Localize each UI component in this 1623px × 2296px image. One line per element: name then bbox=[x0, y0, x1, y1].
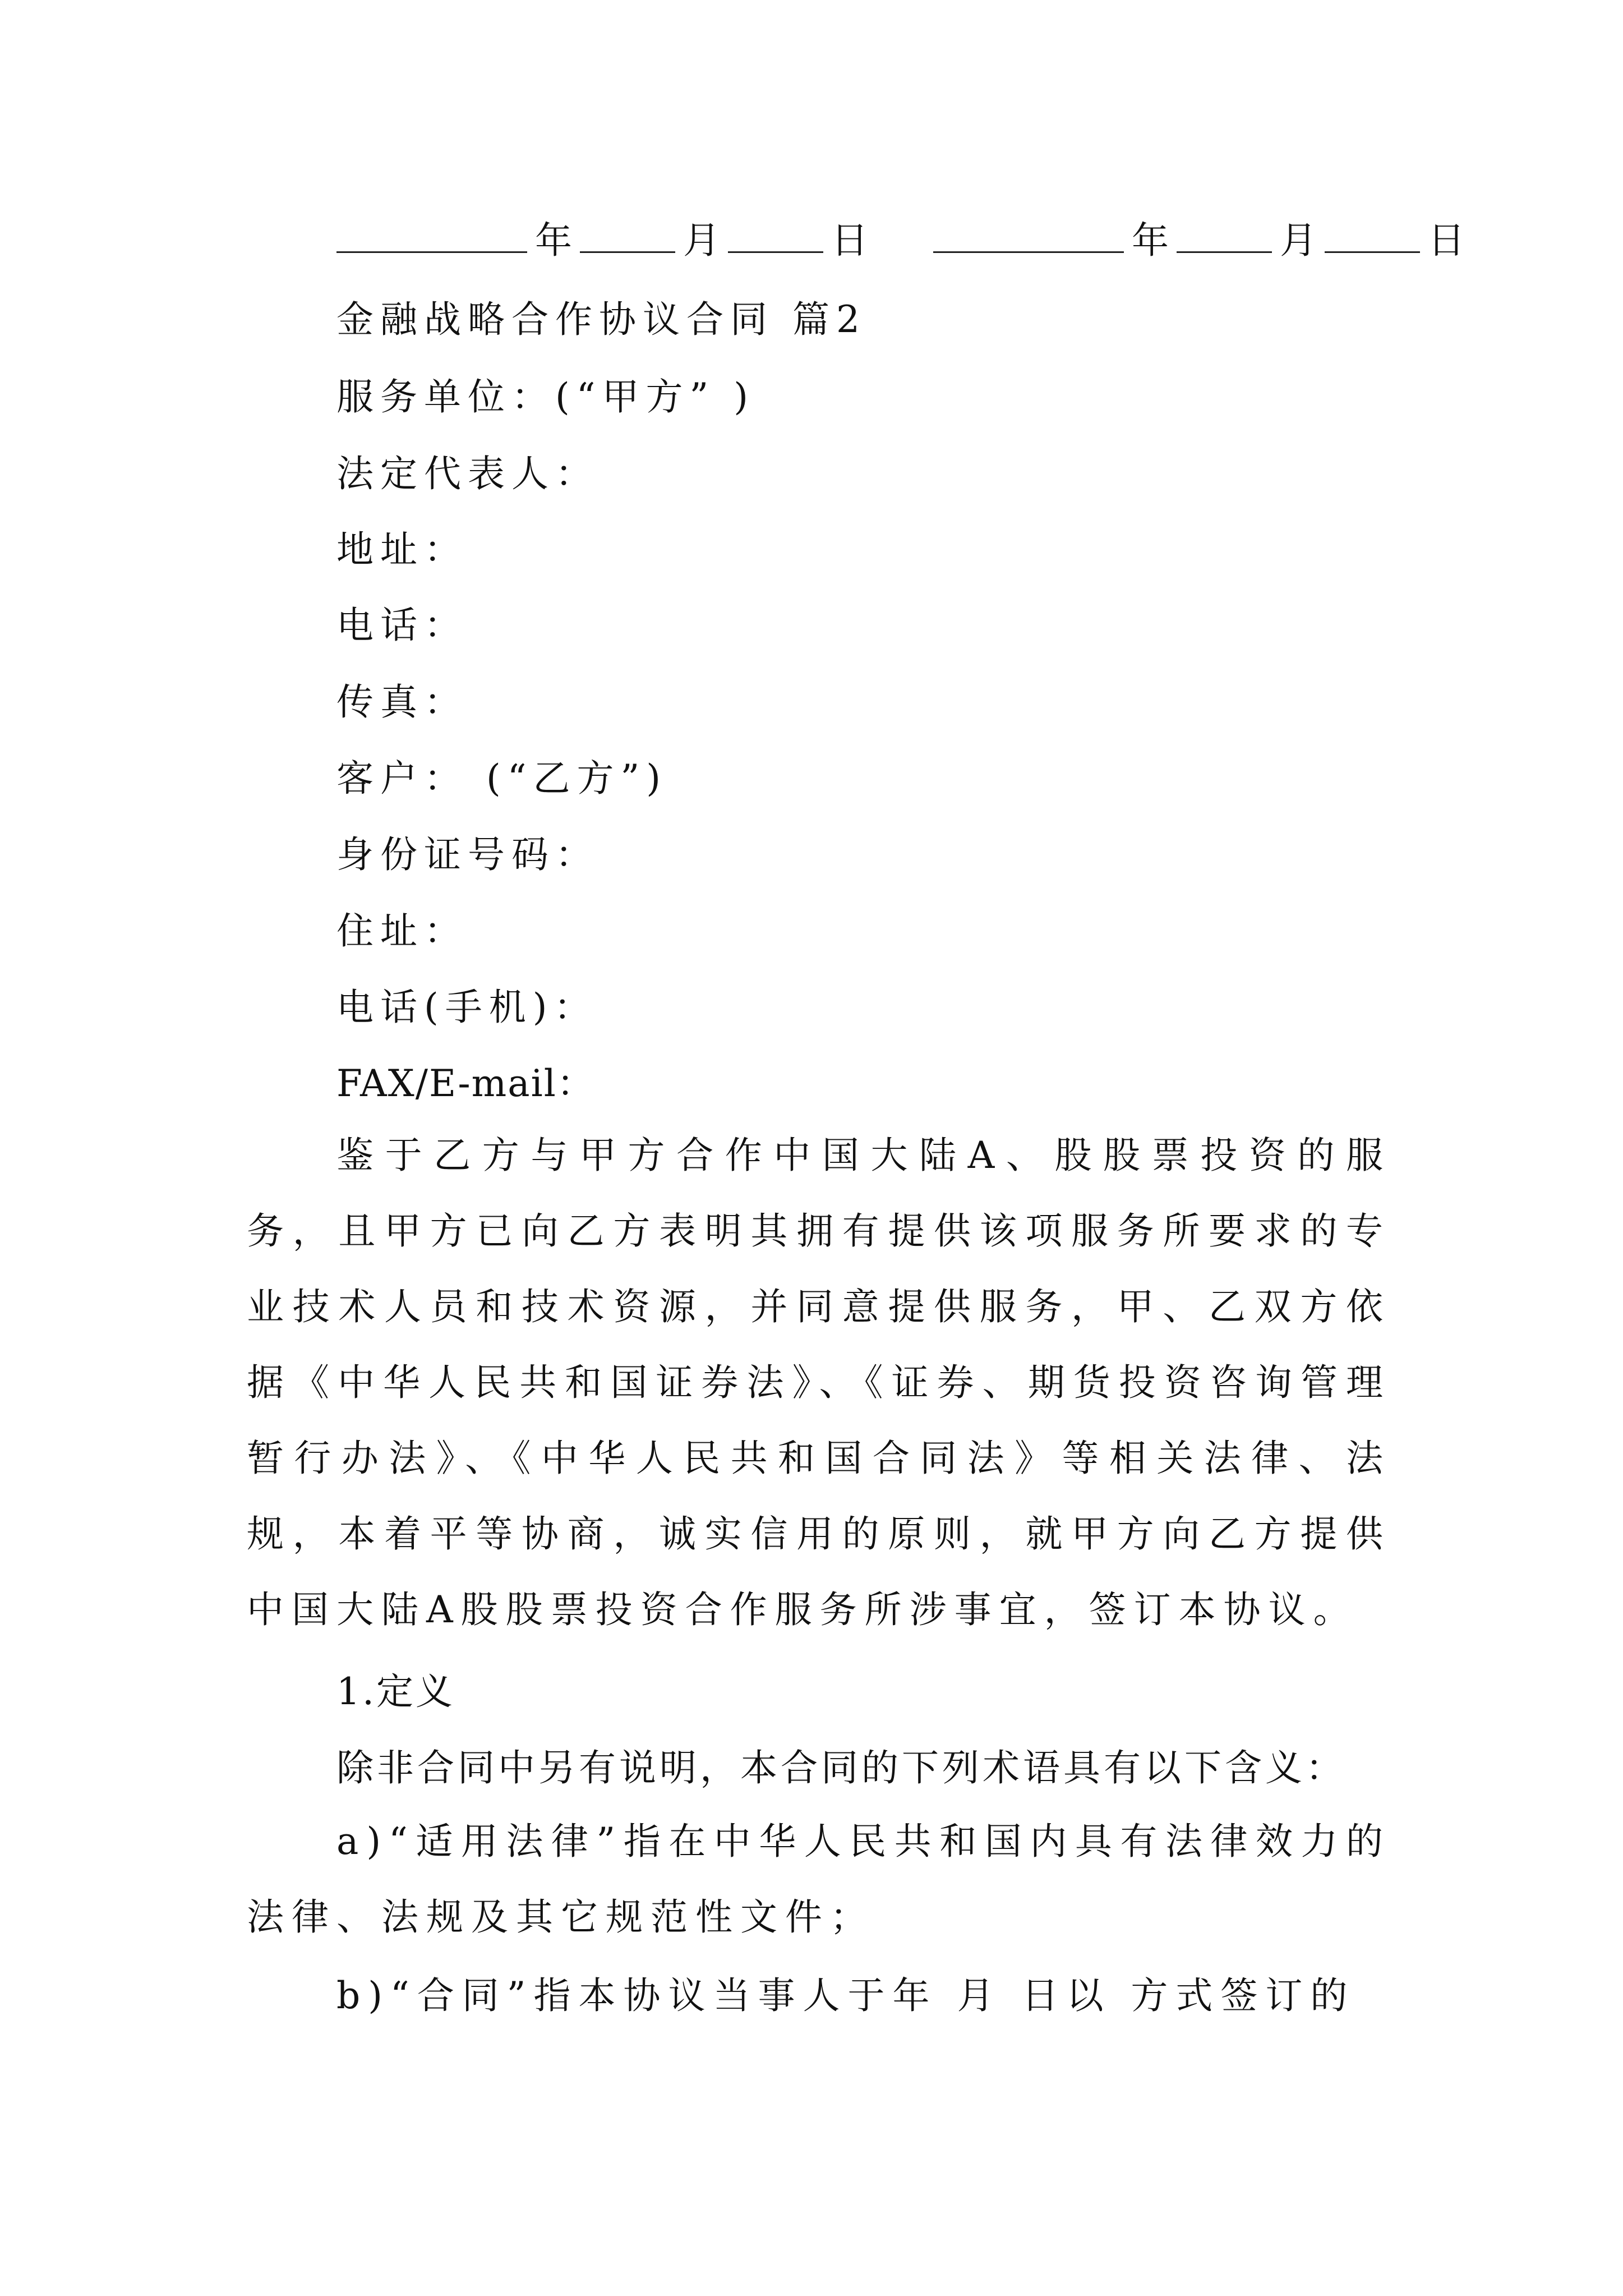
month-blank-left bbox=[580, 218, 675, 253]
month-label-left: 月 bbox=[683, 219, 720, 262]
day-label-right: 日 bbox=[1427, 219, 1465, 262]
section-1-intro: 除非合同中另有说明，本合同的下列术语具有以下含义： bbox=[336, 1746, 1346, 1789]
client-line: 客户： (“乙方”) bbox=[336, 757, 667, 800]
document-heading: 金融战略合作协议合同 篇2 bbox=[336, 298, 866, 341]
service-unit-line: 服务单位：(“甲方” ) bbox=[336, 375, 755, 418]
phone-line: 电话： bbox=[336, 604, 468, 647]
id-number-line: 身份证号码： bbox=[336, 833, 599, 876]
definition-item-a: a)“适用法律”指在中华人民共和国内具有法律效力的法律、法规及其它规范性文件； bbox=[247, 1820, 1391, 1939]
preamble-paragraph: 鉴于乙方与甲方合作中国大陆A、股股票投资的服务，且甲方已向乙方表明其拥有提供该项服务所要求的专业技术人员和技术资源，并同意提供服务，甲、乙双方依据《中华人民共和国证券法》、《证券、期货投资咨询管理暂行办法》、《中华人民共和国合同法》等相关法律、法规，本着平等协商，诚实信用的原则，就甲方向乙方提供中国大陆A股股票投资合作服务所涉事宜，签订本协议。 bbox=[247, 1134, 1391, 1631]
year-label-left: 年 bbox=[535, 219, 572, 262]
residence-line: 住址： bbox=[336, 909, 468, 953]
year-label-right: 年 bbox=[1131, 219, 1169, 262]
mobile-line: 电话(手机)： bbox=[336, 986, 598, 1029]
fax-email-line: FAX/E-mail： bbox=[336, 1062, 595, 1105]
year-blank-left bbox=[336, 218, 527, 253]
month-label-right: 月 bbox=[1279, 219, 1317, 262]
day-blank-left bbox=[728, 218, 823, 253]
section-1-title: 1.定义 bbox=[336, 1670, 455, 1713]
day-label-left: 日 bbox=[831, 219, 868, 262]
month-blank-right bbox=[1177, 218, 1272, 253]
year-blank-right bbox=[933, 218, 1124, 253]
definition-item-b: b)“合同”指本协议当事人于年 月 日以 方式签订的 bbox=[336, 1974, 1355, 2017]
signature-date-row bbox=[336, 218, 1473, 263]
legal-rep-line: 法定代表人： bbox=[336, 452, 599, 495]
address-line: 地址： bbox=[336, 528, 468, 571]
day-blank-right bbox=[1325, 218, 1420, 253]
fax-line: 传真： bbox=[336, 680, 468, 724]
